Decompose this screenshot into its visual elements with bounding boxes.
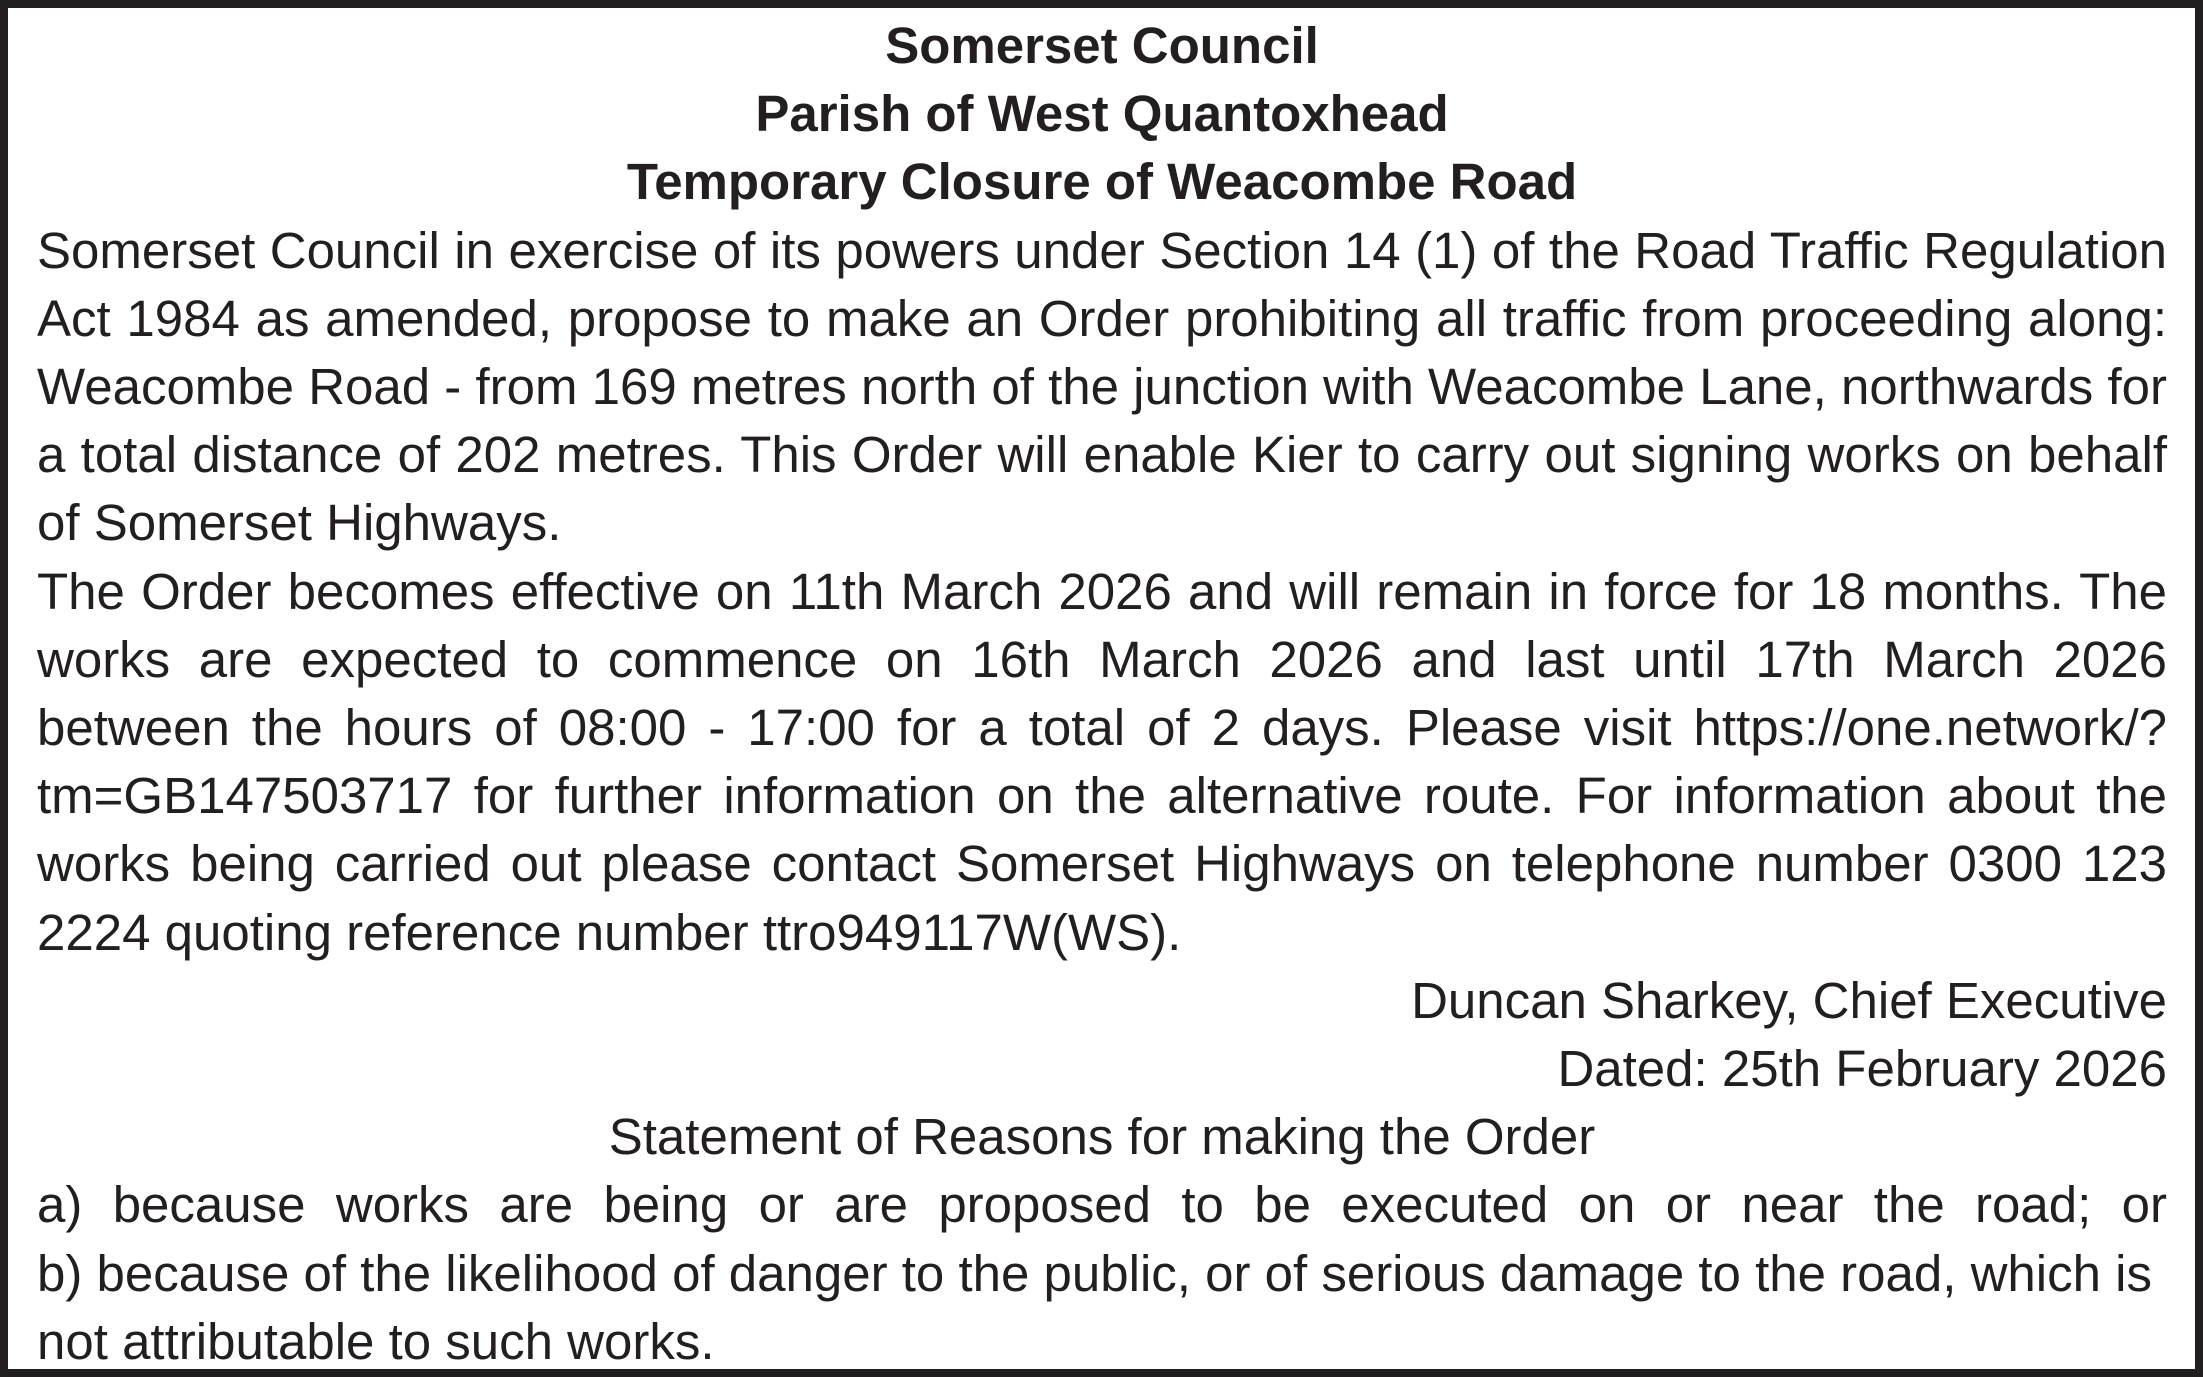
reason-b: b) because of the likelihood of danger to the public, or of serious damage to the road, which is not attributable to such works. <box>37 1244 2152 1370</box>
notice-title: Temporary Closure of Weacombe Road <box>626 153 1578 211</box>
order-details-paragraph: The Order becomes effective on 11th March 2026 and will remain in force for 18 months. The works are expected to commence on 16th March 2026 and last until 17th March 2026 between the hours of 08:00 - 17:00 for a total of 2 days. Please visit https://one.network/?tm=GB147503717 for further information on the alternative route. For information about the works being carried out please contact Somerset Highways on telephone number 0300 123 2224 quoting reference number ttro949117W(WS). <box>37 562 2167 961</box>
signatory: Duncan Sharkey, Chief Executive <box>1411 971 2167 1029</box>
authority-heading: Somerset Council <box>885 17 1319 74</box>
reason-a: a) because works are being or are proposed to be executed on or near the road; or <box>37 1176 2167 1234</box>
reasons-heading: Statement of Reasons for making the Order <box>608 1108 1596 1166</box>
date-line: Dated: 25th February 2026 <box>1557 1040 2167 1098</box>
parish-heading: Parish of West Quantoxhead <box>755 85 1449 143</box>
order-proposal-paragraph: Somerset Council in exercise of its powers under Section 14 (1) of the Road Traffic Regulation Act 1984 as amended, propose to make an Order prohibiting all traffic from proceeding along: Weacombe Road - from 169 metres north of the junction with Weacombe Lane, northwards for a total distance of 202 metres. This Order will enable Kier to carry out signing works on behalf of Somerset Highways. <box>37 221 2167 552</box>
